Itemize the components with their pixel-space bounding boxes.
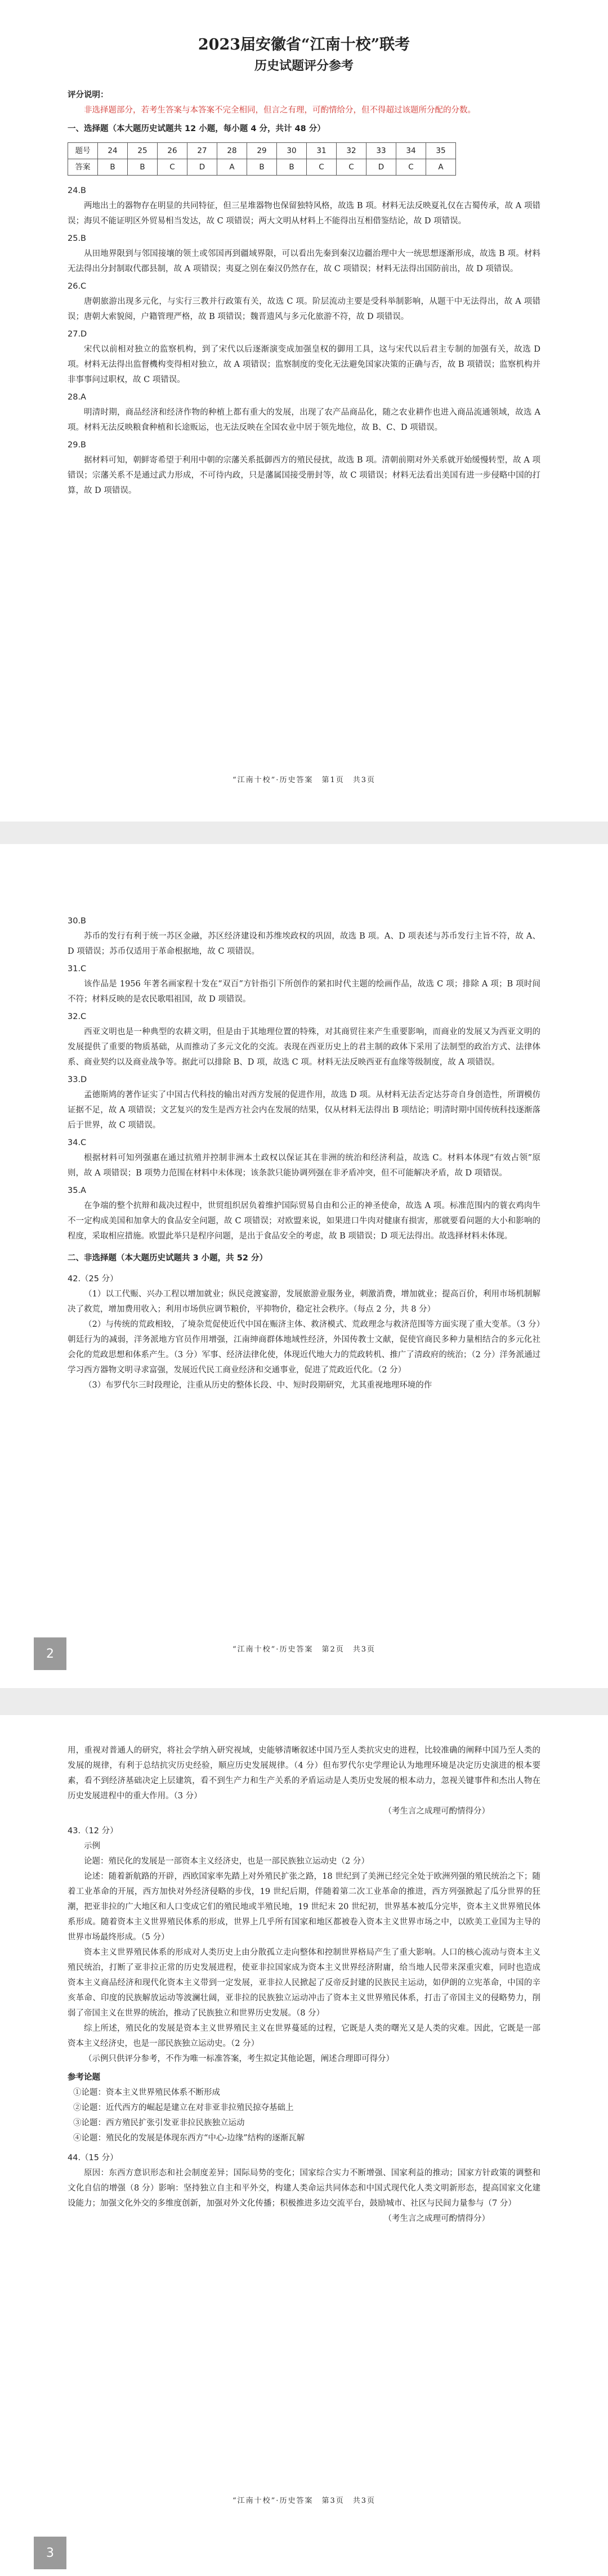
- question-number-cell: 24: [98, 143, 128, 159]
- q44-label: 44.（15 分）: [68, 2153, 118, 2162]
- explanation-label: 34.C: [68, 1138, 87, 1147]
- q43-reference-label: 参考论题: [68, 2073, 100, 2082]
- explanation-label: 30.B: [68, 917, 87, 926]
- page-3: [0, 1715, 608, 2576]
- explanation-text: 明清时期，商品经济和经济作物的种植上都有重大的发展，出现了农产品商品化，随之农业耕作也进入商品流通领域，故选 A 项。材料无法反映粮食种植和长途贩运，也无法反映在全国农业中居于领先地位，故 B、C、D 项错误。: [68, 408, 540, 432]
- q43-reference-item: ④论题：殖民化的发展是体现东西方“中心-边缘”结构的逐渐瓦解: [73, 2134, 305, 2143]
- page-3-footer: “江南十校”·历史答案 第3页 共3页: [233, 2497, 375, 2505]
- answer-table-answer-row: [68, 159, 456, 176]
- q43-reference-item: ③论题：西方殖民扩张引发亚非拉民族独立运动: [73, 2119, 245, 2128]
- explanation-text: 孟德斯鸠的著作证实了中国古代科技的输出对西方发展的促进作用，故选 D 项。从材料无法否定达芬奇自身创造性，所谓模仿证据不足，故 A 项错误；文艺复兴的发生是西方社会内在发展的结果，仅从材料无法得出 B 项结论；明清时期中国传统科技逐渐落后于世界，故 C 项错误。: [68, 1090, 540, 1130]
- question-number-cell: 29: [247, 143, 277, 159]
- page-1: [0, 0, 608, 822]
- explanation-text: 唐朝旅游出现多元化，与实行三教并行政策有关，故选 C 项。阶层流动主要是受科举制影响，从题干中无法得出，故 A 项错误；唐朝大索貌阅，户籍管理严格，故 B 项错误；魏晋遗风与多元化旅游不符，故 D 项错误。: [68, 297, 540, 321]
- question-number-cell: 25: [128, 143, 158, 159]
- explanation-label: 24.B: [68, 186, 87, 195]
- explanation-label: 26.C: [68, 282, 87, 291]
- question-number-cell: 26: [158, 143, 187, 159]
- explanation-text: 该作品是 1956 年著名画家程十发在“双百”方针指引下所创作的紧扣时代主题的绘画作品，故选 C 项；排除 A 项；B 项时间不符；材料反映的是农民歌唱祖国，故 D 项错误。: [68, 980, 540, 1004]
- explanation-text: 两地出土的器物存在明显的共同特征，但三星堆器物也保留独特风格，故选 B 项。材料无法反映夏礼仅在古蜀传承，故 A 项错误；海贝不能证明区外贸易相当发达，故 C 项错误；两大文明从材料上不能得出互相借鉴结论，故 D 项错误。: [68, 201, 540, 226]
- q43-conclusion: 综上所述，殖民化的发展是资本主义世界殖民主义在世界蔓延的过程，它既是人类的曙光又是人类的灾难。因此，它既是一部资本主义经济史，也是一部民族独立运动史。（2 分）: [68, 2024, 540, 2048]
- q42-part-3: （3）布罗代尔三时段理论，注重从历史的整体长段、中、短时段期研究，尤其重视地理环境的作: [84, 1381, 432, 1390]
- answer-cell: B: [247, 159, 277, 176]
- explanation-text: 据材料可知，朝鲜寄希望于利用中朝的宗藩关系抵御西方的殖民侵扰，故选 B 项。清朝前期对外关系就开始缓慢转型，故 A 项错误；宗藩关系不是通过武力形成，不可待内政，只是藩属国接受册封等，故 C 项错误；材料无法看出美国有进一步侵略中国的打算，故 D 项错误。: [68, 456, 540, 495]
- question-number-cell: 27: [187, 143, 217, 159]
- explanation-label: 27.D: [68, 330, 87, 339]
- q43-sample-label: 示例: [84, 1842, 100, 1851]
- question-number-cell: 28: [217, 143, 247, 159]
- answer-cell: A: [426, 159, 456, 176]
- answer-cell: C: [337, 159, 366, 176]
- page-2: [0, 844, 608, 1688]
- answer-cell: B: [128, 159, 158, 176]
- explanation-label: 32.C: [68, 1012, 87, 1021]
- explanation-label: 28.A: [68, 393, 86, 402]
- q43-label: 43.（12 分）: [68, 1826, 118, 1835]
- page-1-footer: “江南十校”·历史答案 第1页 共3页: [233, 776, 375, 784]
- q44-note: （考生言之成理可酌情得分）: [383, 2214, 490, 2223]
- answer-cell: C: [396, 159, 426, 176]
- exam-subtitle: 历史试题评分参考: [254, 59, 354, 73]
- q43-reference-item: ①论题：资本主义世界殖民体系不断形成: [73, 2088, 220, 2097]
- section2-heading: 二、非选择题（本大题历史试题共 3 小题，共 52 分）: [68, 1254, 267, 1263]
- explanation-label: 29.B: [68, 441, 87, 450]
- question-number-cell: 35: [426, 143, 456, 159]
- question-number-cell: 31: [307, 143, 337, 159]
- answer-cell: A: [217, 159, 247, 176]
- explanation-text: 西亚文明也是一种典型的农耕文明，但是由于其地理位置的特殊，对其商贸往来产生重要影响，而商业的发展又为西亚文明的发展提供了重要的物质基础，从而推动了多元文化的交流。表现在西亚历史上的君主制的政体下采用了法制型的政治方式、法律体系、商业契约以及商业战争等。据此可以排除 B、D 项，故选 C 项。材料无法反映西亚有血缘等级制度，故 A 项错误。: [68, 1027, 540, 1067]
- page-3-content: [68, 1743, 540, 2227]
- answer-table: [68, 142, 456, 176]
- answer-table-number-row: [68, 143, 456, 159]
- question-number-cell: 33: [366, 143, 396, 159]
- explanation-text: 苏币的发行有利于统一苏区金融，苏区经济建设和苏维埃政权的巩固，故选 B 项。A、D 项表述与苏币发行主旨不符，故 A、D 项错误；苏币仅适用于革命根据地，故 C 项错误。: [68, 932, 540, 956]
- notes-label: 评分说明：: [68, 91, 109, 100]
- answer-cell: C: [158, 159, 187, 176]
- page-number-badge: 2: [34, 1637, 66, 1670]
- q42-part-1: （1）以工代赈、兴办工程以增加就业；纵民竞渡宴游，发展旅游业服务业，刺激消费，增加就业；提高百价，利用市场机制解决了救荒，增加费用收入；利用市场供应调节粮价，平抑物价，稳定社会秩序。（每点 2 分，共 8 分）: [68, 1290, 540, 1314]
- q43-note: （示例只供评分参考，不作为唯一标准答案，考生拟定其他论题，阐述合理即可得分）: [84, 2054, 394, 2063]
- answer-cell: C: [307, 159, 337, 176]
- exam-title: 2023届安徽省“江南十校”联考: [198, 36, 410, 53]
- notes-text: 非选择题部分，若考生答案与本答案不完全相同，但言之有理，可酌情给分，但不得超过该题所分配的分数。: [84, 106, 476, 115]
- answer-cell: D: [187, 159, 217, 176]
- q42-part-2: （2）与传统的荒政相较，了境杂荒促使近代中国在赈济主体、救济模式、荒政理念与救济范围等方面实现了重大变革。（3 分）朝廷行为的减弱，洋务派地方官员作用增强，江南绅商群体地域性经济，外国传教士文献，促使官商民多种力量相结合的多元化社会化的荒政思想和体系产生。（3 分）军事、经济法律化使，体现近代地大力的荒政转机、推广了清政府的统治；（2 分）洋务派通过学习西方器物文明寻求富强，发展近代民工商业经济和交通事业，促进了荒政近代化。（2 分）: [68, 1320, 540, 1375]
- explanation-label: 31.C: [68, 964, 87, 973]
- answer-cell: B: [277, 159, 307, 176]
- answer-table-row-label: 题号: [68, 143, 98, 159]
- page-2-content: [68, 912, 540, 1393]
- explanation-label: 35.A: [68, 1186, 86, 1195]
- answer-cell: D: [366, 159, 396, 176]
- explanation-text: 宋代以前相对独立的监察机构，到了宋代以后逐渐演变成加强皇权的御用工具，这与宋代以后君主专制的加强有关，故选 D 项。材料无法得出监督機构变得相对独立，故 A 项错误；监察制度的变化无法避免国家决策的正确与否，故 B 项错误；监察机构并非事事问过职权，故 C 项错误。: [68, 345, 540, 384]
- explanation-text: 在争端的整个抗辩和裁决过程中，世贸组织居负着维护国际贸易自由和公正的神圣使命，故选 A 项。标准范围内的蓑衣鸡肉牛不一定构成美国和加拿大的食品安全问题，故 C 项错误；对欧盟来说，如果进口牛肉对健康有损害，那就要看问题的大小和影响的程度，采取相应措施。欧盟此举只是程序问题，是出于食品安全的考虑，故 B 项错误；D 项无法得出。故选择材料未体现。: [68, 1201, 540, 1241]
- q43-thesis: 论题：殖民化的发展是一部资本主义经济史，也是一部民族独立运动史（2 分）: [84, 1857, 369, 1866]
- page-number-badge: 3: [34, 2537, 66, 2569]
- q42-continued: 用，重视对普通人的研究，将社会学纳入研究视域，史能够清晰叙述中国乃至人类抗灾史的进程，比较准确的阐释中国乃至人类的发展的规律，有利于总结抗灾历史经验，顺应历史发展规律。（4 分）但布罗代尔史学理论认为地理环境是决定历史演进的根本要素，看不到经济基础决定上层建筑，看不到生产力和生产关系的矛盾运动是人类历史发展的根本动力，忽视关键事件和杰出人物在历史发展进程中的重大作用。（3 分）: [68, 1746, 540, 1801]
- q43-argument-2: 资本主义世界殖民体系的形成对人类历史上由分散孤立走向整体和控制世界格局产生了重大影响。人口的核心流动与资本主义殖民统治，打断了亚非拉正常的历史发展进程，使亚非拉国家成为资本主义世界经济附庸，给当地人民带来深重灾难，同时也造成资本主义商品经济和现代化资本主义带到一定发展，亚非拉人民掀起了反帝反封建的民族民主运动，如伊朗的立宪革命，中国的辛亥革命、印度的民族解放运动等波澜壮阔，亚非拉的民族独立运动冲击了资本主义世界殖民体系，打击了帝国主义的侵略势力，削弱了帝国主义在世界的统治，推动了民族独立和世界历史发展。（8 分）: [68, 1948, 540, 2018]
- page-2-footer: “江南十校”·历史答案 第2页 共3页: [233, 1645, 375, 1654]
- explanation-text: 根据材料可知列强惠在通过抗殖并控制非洲本土政权以保证其在非洲的统治和经济利益，故选 C。材料本体现“有效占领”原则，故 A 项错误；B 项势力范围在材料中未体现；该条款只能协调列强在非矛盾冲突，但不可能解决矛盾，故 D 项错误。: [68, 1154, 540, 1178]
- q43-reference-item: ②论题：近代西方的崛起是建立在对非亚非拉殖民掠夺基础上: [73, 2103, 294, 2112]
- q43-argument-1: 论述：随着新航路的开辟，西欧国家率先踏上对外殖民扩张之路，18 世纪到了美洲已经完全处于欧洲列强的殖民统治之下；随着工业革命的开展，西方加快对外经济侵略的步伐，19 世纪后期，伴随着第二次工业革命的推进，西方列强掀起了瓜分世界的狂潮，把亚非拉的广大地区和人口变成它们的殖民地或半殖民地，19 世纪末 20 世纪初，世界基本被瓜分完毕，资本主义世界殖民体系形成。随着资本主义世界殖民体系的形成，世界上几乎所有国家和地区都被卷入资本主义世界市场之中，以欧美工业国为主导的世界市场最终形成。（5 分）: [68, 1872, 540, 1942]
- q44-text: 原因：东西方意识形态和社会制度差异；国际局势的变化；国家综合实力不断增强、国家利益的推动；国家方针政策的调整和文化自信的增强（8 分）影响：坚持独立自主和平外交，构建人类命运共同体态和中国式现代化人类文明新形态，提高国家文化建设能力；加强文化外交的多维度创新，加强对外文化传播；积极推进多边交流平台，鼓励城市、社区与民间力量参与（7 分）: [68, 2169, 540, 2208]
- question-number-cell: 34: [396, 143, 426, 159]
- answer-table-row-label: 答案: [68, 159, 98, 176]
- explanation-text: 从田地界限到与邻国接壤的领土或邻国再到疆域界限，可以看出先秦到秦汉边疆治理中大一统思想逐渐形成，故选 B 项。材料无法得出分封制取代郡县制，故 A 项错误；夷夏之别在秦汉仍然存在，故 C 项错误；材料无法得出国防前出，故 D 项错误。: [68, 249, 540, 273]
- question-number-cell: 30: [277, 143, 307, 159]
- explanation-label: 25.B: [68, 234, 87, 243]
- page-1-content: [68, 0, 540, 499]
- q42-note: （考生言之成理可酌情得分）: [383, 1807, 490, 1816]
- q42-label: 42.（25 分）: [68, 1274, 118, 1283]
- explanation-label: 33.D: [68, 1075, 87, 1084]
- question-number-cell: 32: [337, 143, 366, 159]
- section1-heading: 一、选择题（本大题历史试题共 12 小题，每小题 4 分，共计 48 分）: [68, 124, 325, 133]
- answer-cell: B: [98, 159, 128, 176]
